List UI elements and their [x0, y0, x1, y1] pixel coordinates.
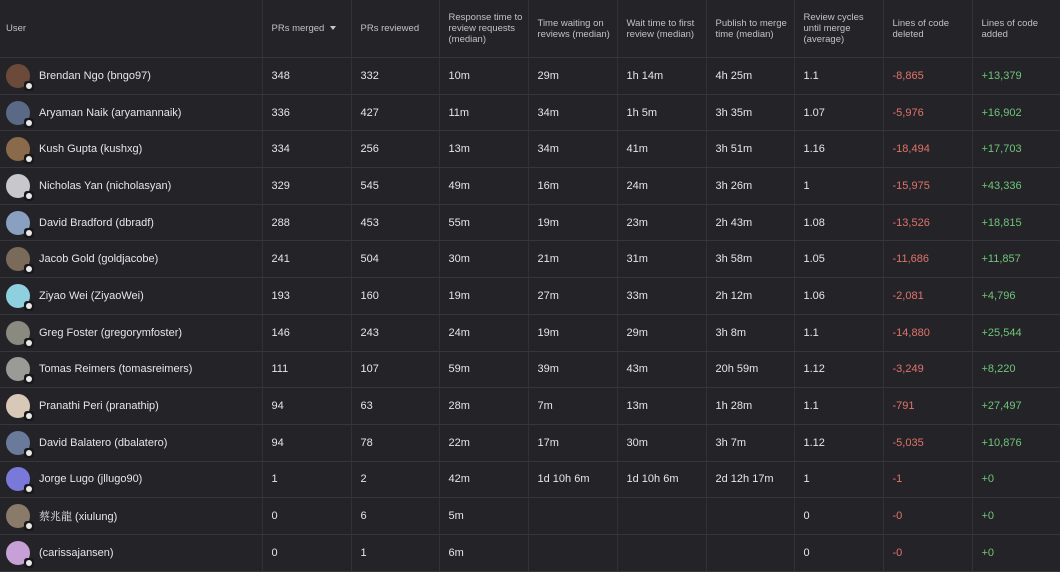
cell-wait-first-review: 23m: [617, 204, 706, 241]
user-cell: [0, 204, 262, 241]
cell-review-cycles: 1: [794, 168, 883, 205]
cell-wait-first-review: 41m: [617, 131, 706, 168]
user-name[interactable]: Tomas Reimers (tomasreimers): [39, 363, 193, 376]
avatar[interactable]: [6, 174, 30, 198]
github-icon: [24, 411, 34, 421]
cell-prs-reviewed: 504: [351, 241, 439, 278]
cell-publish-to-merge: 3h 8m: [706, 314, 794, 351]
cell-lines-added: +16,902: [972, 94, 1060, 131]
cell-prs-reviewed: 107: [351, 351, 439, 388]
avatar[interactable]: [6, 541, 30, 565]
cell-prs-merged: 329: [262, 168, 351, 205]
cell-prs-merged: 193: [262, 278, 351, 315]
cell-lines-added: +11,857: [972, 241, 1060, 278]
avatar[interactable]: [6, 431, 30, 455]
column-header-response-time[interactable]: [439, 0, 528, 58]
column-header-user[interactable]: [0, 0, 262, 58]
cell-lines-added: +0: [972, 534, 1060, 571]
cell-publish-to-merge: [706, 534, 794, 571]
user-name[interactable]: Nicholas Yan (nicholasyan): [39, 179, 172, 192]
cell-time-waiting: [528, 498, 617, 535]
table-row[interactable]: [0, 94, 1060, 131]
cell-prs-merged: 348: [262, 58, 351, 95]
user-cell: [0, 498, 262, 535]
github-icon: [24, 521, 34, 531]
cell-review-cycles: 0: [794, 498, 883, 535]
column-header-prs-reviewed[interactable]: [351, 0, 439, 58]
cell-response-time: 11m: [439, 94, 528, 131]
cell-wait-first-review: 1d 10h 6m: [617, 461, 706, 498]
cell-lines-deleted: -15,975: [883, 168, 972, 205]
avatar[interactable]: [6, 504, 30, 528]
cell-time-waiting: 21m: [528, 241, 617, 278]
cell-lines-deleted: -8,865: [883, 58, 972, 95]
cell-publish-to-merge: 2h 12m: [706, 278, 794, 315]
cell-prs-reviewed: 453: [351, 204, 439, 241]
user-cell: [0, 461, 262, 498]
cell-lines-added: +43,336: [972, 168, 1060, 205]
user-cell: [0, 131, 262, 168]
column-header-label: Response time to review requests (median): [448, 12, 523, 45]
cell-prs-merged: 334: [262, 131, 351, 168]
user-name[interactable]: (carissajansen): [39, 546, 114, 559]
cell-lines-added: +10,876: [972, 424, 1060, 461]
github-icon: [24, 191, 34, 201]
cell-wait-first-review: [617, 498, 706, 535]
cell-publish-to-merge: [706, 498, 794, 535]
github-icon: [24, 154, 34, 164]
github-icon: [24, 484, 34, 494]
table-row[interactable]: [0, 204, 1060, 241]
github-icon: [24, 558, 34, 568]
avatar[interactable]: [6, 247, 30, 271]
cell-wait-first-review: 29m: [617, 314, 706, 351]
cell-prs-merged: 1: [262, 461, 351, 498]
user-cell: [0, 534, 262, 571]
cell-time-waiting: 7m: [528, 388, 617, 425]
cell-lines-deleted: -3,249: [883, 351, 972, 388]
avatar[interactable]: [6, 137, 30, 161]
column-header-review-cycles[interactable]: [794, 0, 883, 58]
cell-lines-deleted: -11,686: [883, 241, 972, 278]
cell-wait-first-review: 43m: [617, 351, 706, 388]
cell-response-time: 13m: [439, 131, 528, 168]
cell-prs-merged: 94: [262, 388, 351, 425]
cell-prs-reviewed: 332: [351, 58, 439, 95]
cell-lines-added: +25,544: [972, 314, 1060, 351]
github-icon: [24, 374, 34, 384]
cell-prs-merged: 0: [262, 534, 351, 571]
cell-prs-merged: 111: [262, 351, 351, 388]
table-row[interactable]: [0, 131, 1060, 168]
user-cell: [0, 424, 262, 461]
cell-prs-merged: 241: [262, 241, 351, 278]
table-row[interactable]: [0, 314, 1060, 351]
cell-review-cycles: 0: [794, 534, 883, 571]
cell-lines-added: +0: [972, 498, 1060, 535]
user-name[interactable]: Greg Foster (gregorymfoster): [39, 326, 183, 339]
avatar[interactable]: [6, 101, 30, 125]
cell-publish-to-merge: 2d 12h 17m: [706, 461, 794, 498]
user-name[interactable]: Kush Gupta (kushxg): [39, 143, 143, 156]
cell-lines-added: +17,703: [972, 131, 1060, 168]
column-header-wait-first-review[interactable]: [617, 0, 706, 58]
user-cell: [0, 58, 262, 95]
cell-prs-merged: 336: [262, 94, 351, 131]
table-row[interactable]: [0, 424, 1060, 461]
sort-desc-icon[interactable]: [330, 26, 336, 30]
cell-response-time: 49m: [439, 168, 528, 205]
cell-prs-reviewed: 1: [351, 534, 439, 571]
cell-prs-reviewed: 2: [351, 461, 439, 498]
cell-wait-first-review: [617, 534, 706, 571]
table-row[interactable]: [0, 534, 1060, 571]
cell-response-time: 55m: [439, 204, 528, 241]
cell-publish-to-merge: 3h 58m: [706, 241, 794, 278]
cell-lines-added: +8,220: [972, 351, 1060, 388]
cell-publish-to-merge: 3h 26m: [706, 168, 794, 205]
column-header-label: Lines of code added: [981, 17, 1039, 40]
cell-time-waiting: 34m: [528, 131, 617, 168]
cell-prs-merged: 94: [262, 424, 351, 461]
column-header-label: Publish to merge time (median): [715, 17, 787, 40]
cell-lines-deleted: -0: [883, 498, 972, 535]
cell-response-time: 30m: [439, 241, 528, 278]
cell-wait-first-review: 31m: [617, 241, 706, 278]
cell-publish-to-merge: 1h 28m: [706, 388, 794, 425]
avatar[interactable]: [6, 284, 30, 308]
cell-prs-reviewed: 63: [351, 388, 439, 425]
user-name[interactable]: 蔡兆龍 (xiulung): [39, 511, 118, 524]
cell-lines-deleted: -5,976: [883, 94, 972, 131]
cell-review-cycles: 1.08: [794, 204, 883, 241]
cell-time-waiting: 19m: [528, 204, 617, 241]
cell-publish-to-merge: 4h 25m: [706, 58, 794, 95]
cell-review-cycles: 1.1: [794, 314, 883, 351]
table-row[interactable]: [0, 168, 1060, 205]
cell-publish-to-merge: 3h 51m: [706, 131, 794, 168]
cell-prs-merged: 0: [262, 498, 351, 535]
cell-response-time: 19m: [439, 278, 528, 315]
column-header-label: Time waiting on reviews (median): [537, 17, 610, 40]
table-header: [0, 0, 1060, 58]
cell-publish-to-merge: 3h 7m: [706, 424, 794, 461]
cell-lines-deleted: -14,880: [883, 314, 972, 351]
cell-wait-first-review: 13m: [617, 388, 706, 425]
cell-review-cycles: 1.16: [794, 131, 883, 168]
user-name[interactable]: David Bradford (dbradf): [39, 216, 154, 229]
cell-prs-reviewed: 6: [351, 498, 439, 535]
user-name[interactable]: Aryaman Naik (aryamannaik): [39, 106, 182, 119]
cell-time-waiting: 16m: [528, 168, 617, 205]
user-cell: [0, 241, 262, 278]
column-header-label: User: [6, 23, 27, 34]
cell-lines-added: +13,379: [972, 58, 1060, 95]
column-header-label: PRs merged: [271, 23, 325, 34]
github-icon: [24, 118, 34, 128]
cell-lines-deleted: -2,081: [883, 278, 972, 315]
cell-lines-deleted: -0: [883, 534, 972, 571]
table-row[interactable]: [0, 461, 1060, 498]
cell-review-cycles: 1.1: [794, 58, 883, 95]
cell-lines-added: +0: [972, 461, 1060, 498]
cell-time-waiting: 1d 10h 6m: [528, 461, 617, 498]
cell-review-cycles: 1: [794, 461, 883, 498]
cell-time-waiting: 17m: [528, 424, 617, 461]
cell-response-time: 42m: [439, 461, 528, 498]
cell-response-time: 59m: [439, 351, 528, 388]
table-row[interactable]: [0, 351, 1060, 388]
user-name[interactable]: Brendan Ngo (bngo97): [39, 69, 151, 82]
cell-prs-reviewed: 256: [351, 131, 439, 168]
user-cell: [0, 168, 262, 205]
cell-response-time: 10m: [439, 58, 528, 95]
cell-prs-merged: 146: [262, 314, 351, 351]
cell-review-cycles: 1.05: [794, 241, 883, 278]
cell-prs-merged: 288: [262, 204, 351, 241]
table-row[interactable]: [0, 388, 1060, 425]
github-icon: [24, 338, 34, 348]
column-header-label: Wait time to first review (median): [626, 17, 695, 40]
cell-prs-reviewed: 78: [351, 424, 439, 461]
cell-wait-first-review: 1h 14m: [617, 58, 706, 95]
cell-prs-reviewed: 427: [351, 94, 439, 131]
user-name[interactable]: Jorge Lugo (jllugo90): [39, 473, 143, 486]
cell-review-cycles: 1.12: [794, 424, 883, 461]
cell-prs-reviewed: 160: [351, 278, 439, 315]
avatar[interactable]: [6, 357, 30, 381]
table-row[interactable]: [0, 498, 1060, 535]
table-row[interactable]: [0, 241, 1060, 278]
cell-wait-first-review: 30m: [617, 424, 706, 461]
table-row[interactable]: [0, 278, 1060, 315]
cell-lines-added: +18,815: [972, 204, 1060, 241]
avatar[interactable]: [6, 467, 30, 491]
cell-prs-reviewed: 243: [351, 314, 439, 351]
column-header-prs-merged[interactable]: [262, 0, 351, 58]
cell-time-waiting: 39m: [528, 351, 617, 388]
user-name[interactable]: Pranathi Peri (pranathip): [39, 400, 159, 413]
user-cell: [0, 388, 262, 425]
github-icon: [24, 264, 34, 274]
table-row[interactable]: [0, 58, 1060, 95]
column-header-publish-to-merge[interactable]: [706, 0, 794, 58]
avatar[interactable]: [6, 211, 30, 235]
cell-lines-deleted: -13,526: [883, 204, 972, 241]
avatar[interactable]: [6, 394, 30, 418]
user-cell: [0, 278, 262, 315]
cell-time-waiting: [528, 534, 617, 571]
cell-time-waiting: 19m: [528, 314, 617, 351]
cell-wait-first-review: 24m: [617, 168, 706, 205]
cell-response-time: 22m: [439, 424, 528, 461]
column-header-label: PRs reviewed: [360, 23, 420, 34]
cell-review-cycles: 1.07: [794, 94, 883, 131]
cell-response-time: 6m: [439, 534, 528, 571]
user-cell: [0, 94, 262, 131]
avatar[interactable]: [6, 321, 30, 345]
cell-response-time: 28m: [439, 388, 528, 425]
github-icon: [24, 81, 34, 91]
cell-response-time: 5m: [439, 498, 528, 535]
cell-lines-added: +4,796: [972, 278, 1060, 315]
cell-prs-reviewed: 545: [351, 168, 439, 205]
github-icon: [24, 448, 34, 458]
column-header-label: Lines of code deleted: [892, 17, 950, 40]
user-name[interactable]: David Balatero (dbalatero): [39, 436, 168, 449]
cell-wait-first-review: 1h 5m: [617, 94, 706, 131]
column-header-time-waiting[interactable]: [528, 0, 617, 58]
cell-time-waiting: 34m: [528, 94, 617, 131]
column-header-lines-added[interactable]: [972, 0, 1060, 58]
cell-review-cycles: 1.06: [794, 278, 883, 315]
cell-review-cycles: 1.12: [794, 351, 883, 388]
user-name[interactable]: Jacob Gold (goldjacobe): [39, 253, 159, 266]
cell-publish-to-merge: 20h 59m: [706, 351, 794, 388]
cell-lines-deleted: -1: [883, 461, 972, 498]
cell-review-cycles: 1.1: [794, 388, 883, 425]
github-icon: [24, 301, 34, 311]
user-cell: [0, 351, 262, 388]
cell-lines-added: +27,497: [972, 388, 1060, 425]
column-header-lines-deleted[interactable]: [883, 0, 972, 58]
avatar[interactable]: [6, 64, 30, 88]
github-icon: [24, 228, 34, 238]
cell-wait-first-review: 33m: [617, 278, 706, 315]
cell-lines-deleted: -18,494: [883, 131, 972, 168]
column-header-label: Review cycles until merge (average): [803, 12, 864, 45]
cell-lines-deleted: -791: [883, 388, 972, 425]
cell-publish-to-merge: 3h 35m: [706, 94, 794, 131]
cell-time-waiting: 29m: [528, 58, 617, 95]
cell-time-waiting: 27m: [528, 278, 617, 315]
cell-lines-deleted: -5,035: [883, 424, 972, 461]
cell-response-time: 24m: [439, 314, 528, 351]
cell-publish-to-merge: 2h 43m: [706, 204, 794, 241]
user-cell: [0, 314, 262, 351]
user-name[interactable]: Ziyao Wei (ZiyaoWei): [39, 289, 144, 302]
